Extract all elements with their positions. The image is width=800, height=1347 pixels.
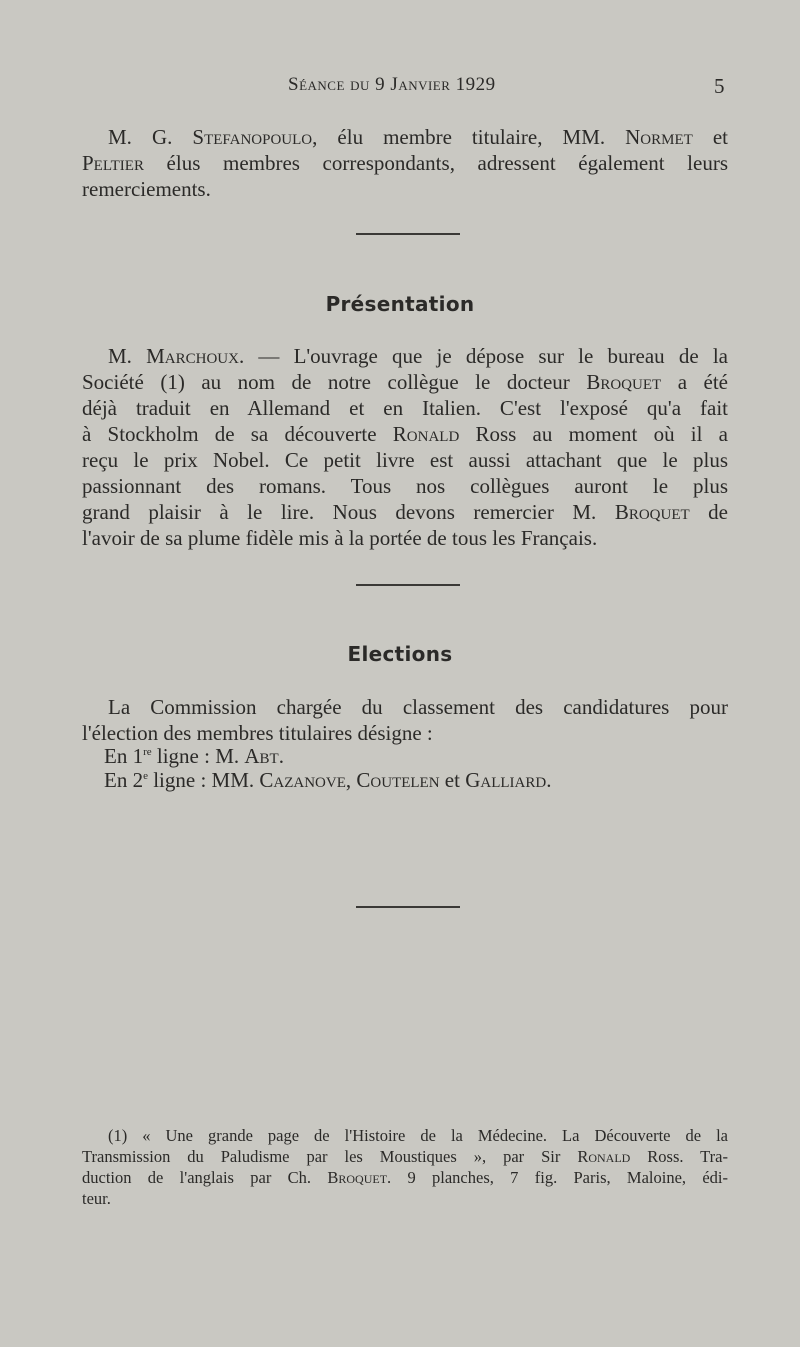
person-name: Cazanove: [259, 768, 346, 792]
speaker-name: M. Marchoux.: [108, 344, 245, 368]
running-header: [0, 74, 800, 104]
person-name: Broquet: [614, 500, 690, 524]
person-name: Stefanopoulo: [192, 125, 313, 149]
text-line: l'avoir de sa plume fidèle mis à la portée de tous les Français.: [82, 526, 598, 550]
footnote: [82, 1125, 728, 1209]
person-name: Abt: [244, 744, 279, 768]
election-rank-1: En 1re ligne : M. Abt.: [104, 744, 284, 768]
text-line: M. Marchoux. — L'ouvrage que je dépose sur le bureau de la: [108, 344, 728, 368]
text-line: l'élection des membres titulaires désigne :: [82, 721, 433, 745]
person-name: Coutelen: [356, 768, 440, 792]
footnote-line: (1) « Une grande page de l'Histoire de la Médecine. La Découverte de la: [108, 1126, 728, 1145]
intro-paragraph: [82, 124, 728, 202]
section-divider: [356, 233, 460, 235]
person-name: Broquet: [327, 1168, 388, 1187]
presentation-paragraph: [82, 343, 728, 551]
elections-paragraph: [82, 694, 728, 746]
footnote-line: duction de l'anglais par Ch. Broquet. 9 planches, 7 fig. Paris, Maloine, édi-: [82, 1168, 729, 1187]
person-name: Ronald: [392, 422, 460, 446]
section-divider: [356, 584, 460, 586]
text-line: La Commission chargée du classement des candidatures pour: [108, 695, 728, 719]
person-name: Galliard: [465, 768, 547, 792]
text-line: remerciements.: [82, 177, 211, 201]
text-line: déjà traduit en Allemand et en Italien. C'est l'exposé qu'a fait: [82, 396, 728, 420]
text-line: à Stockholm de sa découverte Ronald Ross au moment où il a: [82, 422, 728, 446]
footnote-line: Transmission du Paludisme par les Moustiques », par Sir Ronald Ross. Tra-: [82, 1147, 728, 1166]
text-line: Peltier élus membres correspondants, adressent également leurs: [82, 151, 728, 175]
text-line: reçu le prix Nobel. Ce petit livre est aussi attachant que le plus: [82, 448, 728, 472]
running-title: Séance du 9 Janvier 1929: [288, 74, 496, 95]
section-heading-presentation: Présentation: [325, 292, 475, 316]
text-line: grand plaisir à le lire. Nous devons remercier M. Broquet de: [82, 500, 728, 524]
election-rank-2: En 2e ligne : MM. Cazanove, Coutelen et Galliard.: [104, 768, 552, 792]
page-number: 5: [714, 74, 725, 98]
person-name: Broquet: [586, 370, 662, 394]
footnote-line: teur.: [82, 1189, 111, 1208]
person-name: Peltier: [82, 151, 144, 175]
section-heading-elections: Elections: [347, 642, 453, 666]
section-divider: [356, 906, 460, 908]
person-name: Ronald: [577, 1147, 631, 1166]
text-line: Société (1) au nom de notre collègue le docteur Broquet a été: [82, 370, 728, 394]
text-line: M. G. Stefanopoulo, élu membre titulaire, MM. Normet et: [108, 125, 728, 149]
person-name: Normet: [625, 125, 693, 149]
text-line: passionnant des romans. Tous nos collègues auront le plus: [82, 474, 728, 498]
